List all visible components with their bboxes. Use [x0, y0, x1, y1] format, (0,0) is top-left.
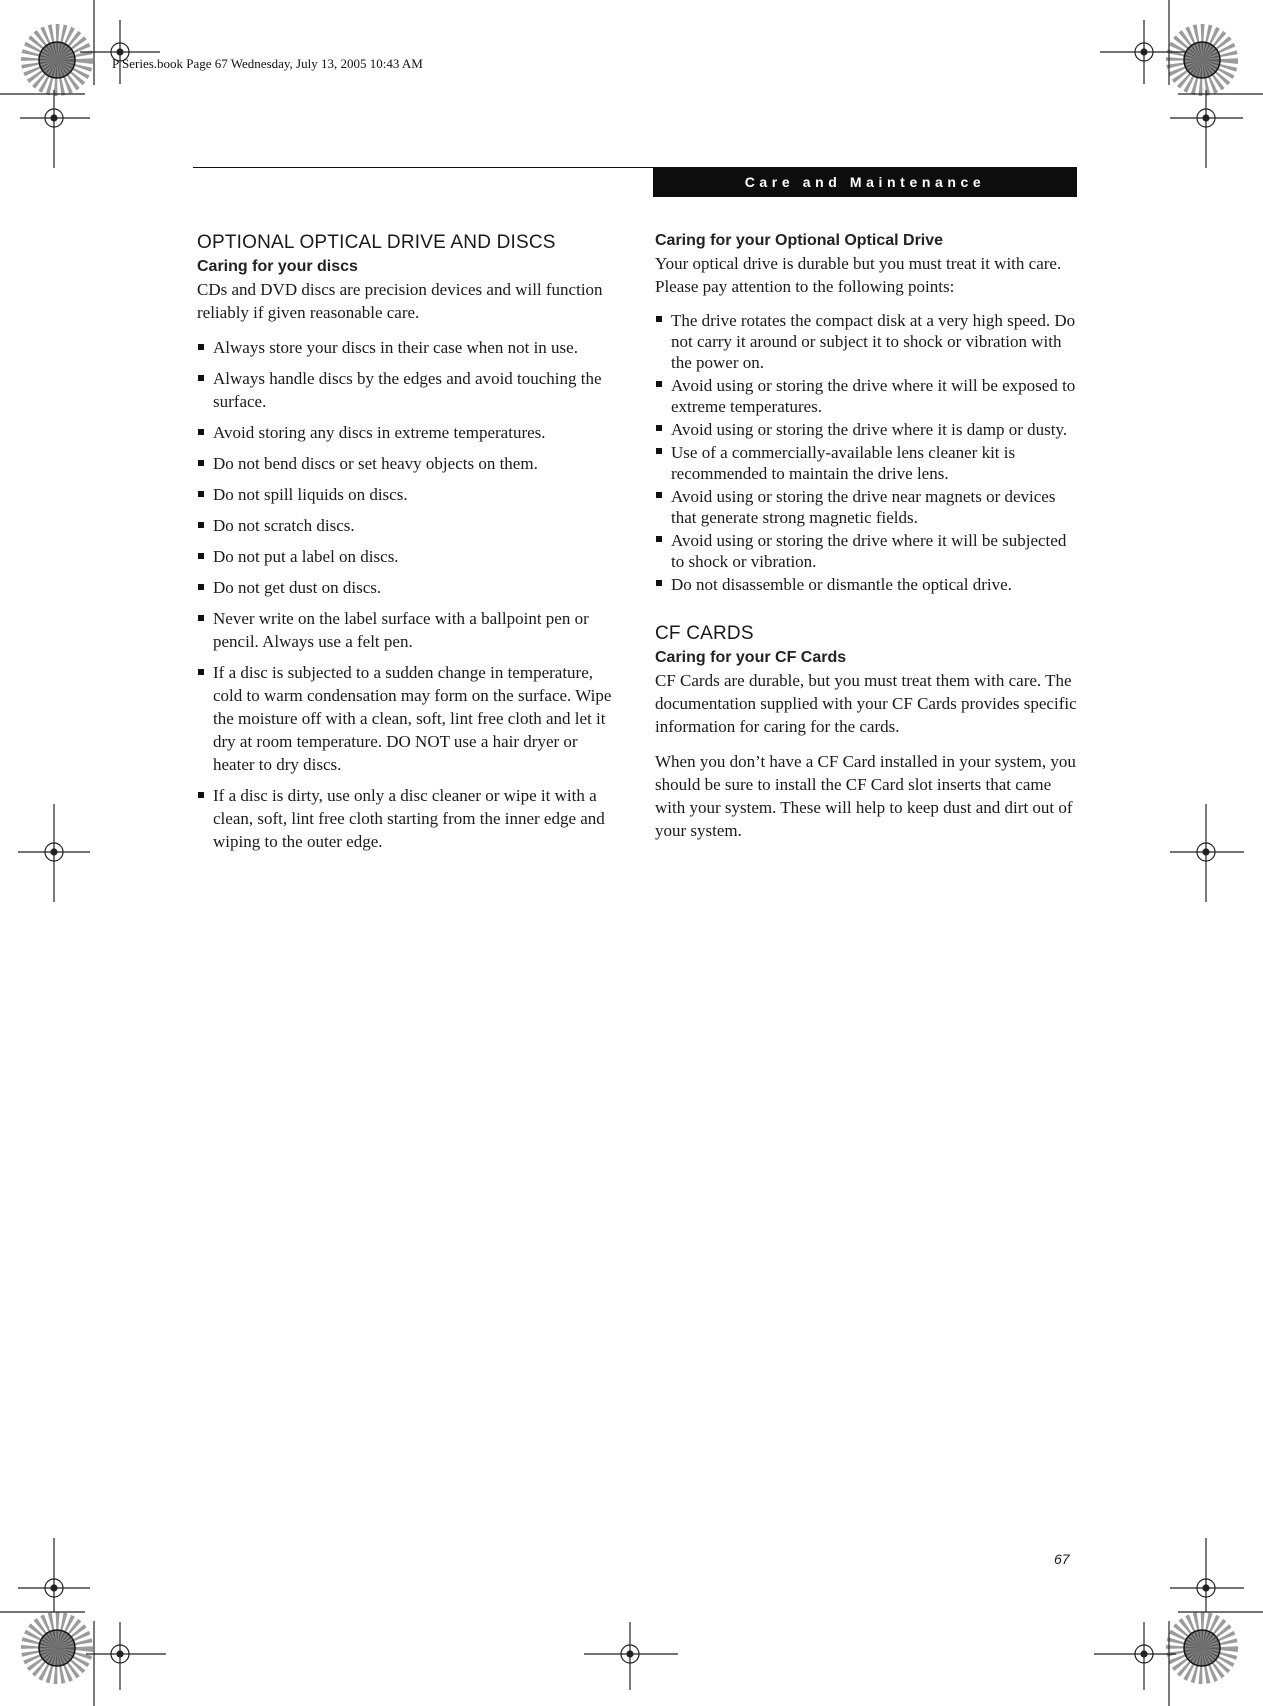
cf-paragraph: When you don’t have a CF Card installed in your system, you should be sure to install the CF Card slot inserts that came with your system. These will help to keep dust and dirt out of your system.: [655, 752, 1076, 840]
registration-mark-icon: [18, 804, 90, 902]
list-item: Do not bend discs or set heavy objects on them.: [197, 452, 617, 475]
starburst-target-icon: [39, 42, 75, 78]
list-item: Avoid using or storing the drive near magnets or devices that generate strong magnetic fields.: [655, 486, 1077, 528]
running-header-title: Care and Maintenance: [744, 174, 986, 190]
bullet-icon: [198, 522, 204, 528]
bullet-icon: [656, 448, 662, 454]
registration-mark-icon: [1094, 1622, 1176, 1690]
registration-mark-icon: [1170, 804, 1244, 902]
list-item: Avoid storing any discs in extreme temperatures.: [197, 421, 617, 444]
subsection-heading: Caring for your discs: [197, 258, 358, 275]
bullet-icon: [198, 375, 204, 381]
drive-intro-paragraph: Your optical drive is durable but you must treat it with care. Please pay attention to the following points:: [655, 254, 1062, 296]
list-item: If a disc is dirty, use only a disc cleaner or wipe it with a clean, soft, lint free cloth starting from the inner edge and wiping to the outer edge.: [197, 784, 617, 853]
list-item: Avoid using or storing the drive where it will be exposed to extreme temperatures.: [655, 375, 1077, 417]
section-heading: CF CARDS: [655, 623, 754, 644]
list-item: Use of a commercially-available lens cleaner kit is recommended to maintain the drive lens.: [655, 442, 1077, 484]
bullet-icon: [198, 669, 204, 675]
header-rule: [193, 167, 653, 168]
running-header: [653, 167, 1077, 197]
list-item: Avoid using or storing the drive where it will be subjected to shock or vibration.: [655, 530, 1077, 572]
bullet-icon: [656, 425, 662, 431]
starburst-target-icon: [1184, 1630, 1220, 1666]
list-item: Do not disassemble or dismantle the optical drive.: [655, 574, 1077, 595]
section-heading: OPTIONAL OPTICAL DRIVE AND DISCS: [197, 232, 556, 253]
list-item: Do not scratch discs.: [197, 514, 617, 537]
right-column: [655, 230, 1077, 842]
starburst-target-icon: [39, 1630, 75, 1666]
list-item: Do not put a label on discs.: [197, 545, 617, 568]
registration-mark-icon: [18, 1538, 90, 1612]
list-item: Never write on the label surface with a ballpoint pen or pencil. Always use a felt pen.: [197, 607, 617, 653]
bullet-icon: [198, 792, 204, 798]
bullet-icon: [656, 580, 662, 586]
intro-paragraph: CDs and DVD discs are precision devices and will function reliably if given reasonable care.: [197, 280, 603, 322]
list-item: Always store your discs in their case when not in use.: [197, 336, 617, 359]
cf-paragraph: CF Cards are durable, but you must treat them with care. The documentation supplied with your CF Cards provides specific information for caring for the cards.: [655, 671, 1077, 736]
book-slug: P Series.book Page 67 Wednesday, July 13, 2005 10:43 AM: [112, 56, 423, 71]
bullet-icon: [198, 460, 204, 466]
bullet-icon: [656, 316, 662, 322]
bullet-icon: [198, 553, 204, 559]
list-item: Do not spill liquids on discs.: [197, 483, 617, 506]
bullet-icon: [198, 429, 204, 435]
list-item: Do not get dust on discs.: [197, 576, 617, 599]
bullet-icon: [198, 491, 204, 497]
registration-mark-icon: [20, 90, 90, 168]
bullet-icon: [198, 344, 204, 350]
left-column: [197, 230, 617, 861]
list-item: If a disc is subjected to a sudden change in temperature, cold to warm condensation may form on the surface. Wipe the moisture off with a clean, soft, lint free cloth and let it dry at room temperature. DO NOT use a hair dryer or heater to dry discs.: [197, 661, 617, 776]
bullet-icon: [656, 536, 662, 542]
page-number: 67: [1054, 1551, 1070, 1567]
registration-mark-icon: [86, 1622, 166, 1690]
bullet-icon: [198, 584, 204, 590]
registration-mark-icon: [584, 1622, 678, 1690]
registration-mark-icon: [1170, 90, 1243, 168]
bullet-icon: [198, 615, 204, 621]
starburst-target-icon: [1184, 42, 1220, 78]
subsection-heading: Caring for your Optional Optical Drive: [655, 232, 944, 249]
bullet-icon: [656, 381, 662, 387]
list-item: The drive rotates the compact disk at a very high speed. Do not carry it around or subject it to shock or vibration with the power on.: [655, 310, 1077, 373]
disc-care-list: [197, 336, 617, 853]
bullet-icon: [656, 492, 662, 498]
list-item: Always handle discs by the edges and avoid touching the surface.: [197, 367, 617, 413]
registration-mark-icon: [1170, 1538, 1244, 1612]
list-item: Avoid using or storing the drive where it is damp or dusty.: [655, 419, 1077, 440]
subsection-heading: Caring for your CF Cards: [655, 649, 847, 666]
drive-care-list: [655, 310, 1077, 595]
